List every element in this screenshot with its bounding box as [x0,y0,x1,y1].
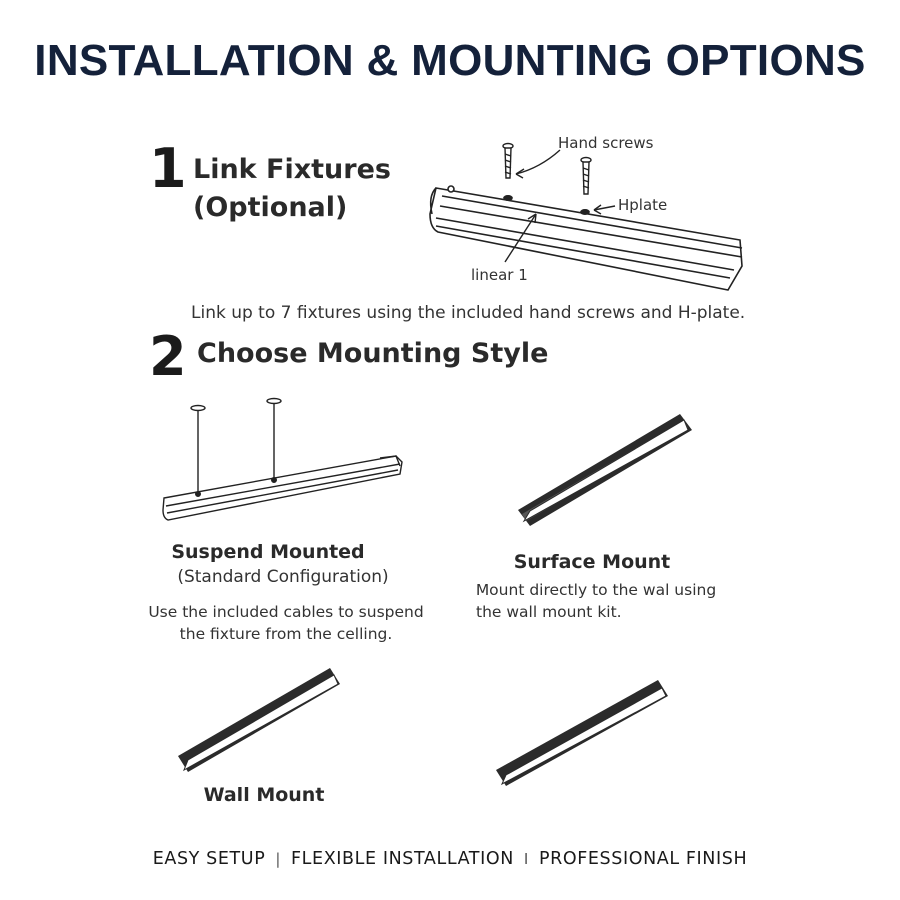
step-1-number: 1 [149,137,187,200]
footer-separator: I [523,850,529,868]
suspend-desc-line2: the fixture from the celling. [179,625,393,644]
wall-title: Wall Mount [203,784,325,806]
surface-fixture-icon [178,668,340,772]
suspend-desc-line1: Use the included cables to suspend [148,603,424,621]
footer-tagline [0,849,900,869]
footer-item-flexible-installation: FLEXIBLE INSTALLATION [291,849,514,869]
step-2-heading: Choose Mounting Style [197,338,549,369]
step-1-heading-line1: Link Fixtures [193,154,391,185]
footer-separator: | [275,850,282,868]
annotation-linear: linear 1 [471,266,528,284]
footer-item-easy-setup: EASY SETUP [152,849,266,869]
step-2-number: 2 [149,325,187,388]
suspend-title: Suspend Mounted [171,541,365,563]
surface-desc-line2: the wall mount kit. [476,603,622,622]
surface-desc-line1: Mount directly to the wal using [475,581,717,599]
surface-fixture-icon [496,680,668,786]
surface-title: Surface Mount [513,551,671,573]
step-1-description: Link up to 7 fixtures using the included hand screws and H-plate. [191,303,746,323]
page-title: INSTALLATION & MOUNTING OPTIONS [34,36,866,85]
suspend-subtitle: (Standard Configuration) [177,567,389,587]
annotation-hplate: Hplate [618,196,668,214]
footer-item-professional-finish: PROFESSIONAL FINISH [538,849,748,869]
annotation-hand-screws: Hand screws [558,134,654,152]
step-1-heading-line2: (Optional) [193,192,348,223]
